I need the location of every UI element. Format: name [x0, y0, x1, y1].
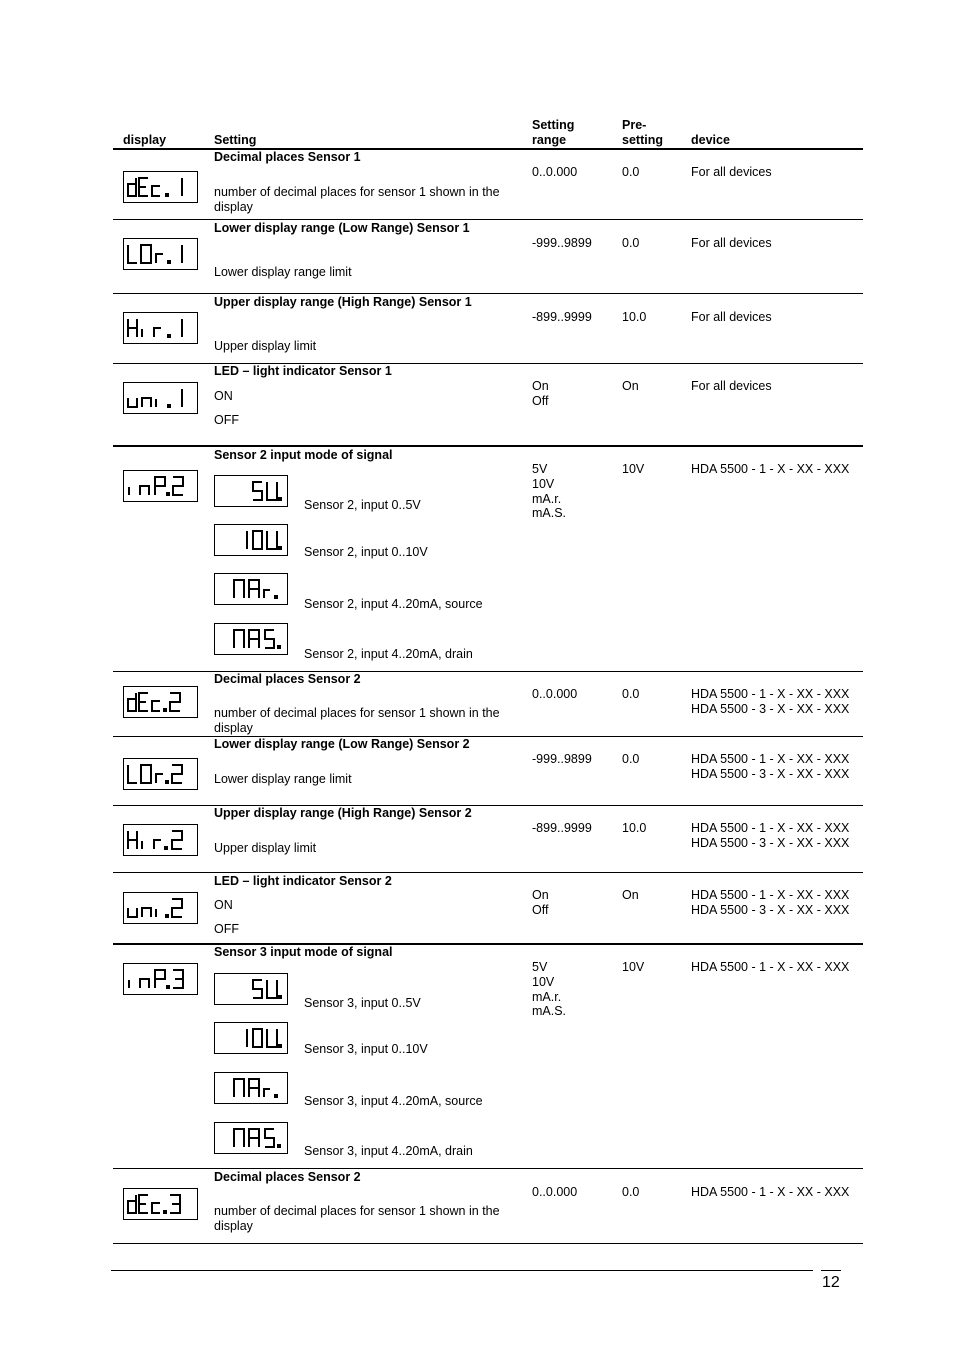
row-title: Sensor 2 input mode of signal — [214, 448, 393, 462]
range-value: mA.r. — [532, 990, 562, 1004]
row-range: 0..0.000 — [532, 687, 578, 701]
footer-rule — [111, 1270, 813, 1271]
option-label: Sensor 3, input 0..10V — [304, 1042, 428, 1056]
row-range-off: Off — [532, 394, 549, 408]
row-title: Decimal places Sensor 2 — [214, 672, 361, 686]
row-range-off: Off — [532, 903, 549, 917]
row-device: HDA 5500 - 3 - X - XX - XXX — [691, 702, 850, 716]
row-option-off: OFF — [214, 922, 239, 936]
row-range: -999..9899 — [532, 236, 592, 250]
row-option-off: OFF — [214, 413, 239, 427]
row-range-on: On — [532, 888, 549, 902]
row-desc: Upper display limit — [214, 339, 317, 353]
row-desc: Lower display range limit — [214, 772, 352, 786]
range-value: 10V — [532, 477, 555, 491]
row-title: Lower display range (Low Range) Sensor 1 — [214, 221, 470, 235]
range-value: 10V — [532, 975, 555, 989]
row-device: HDA 5500 - 1 - X - XX - XXX — [691, 888, 850, 902]
option-label: Sensor 2, input 4..20mA, source — [304, 597, 483, 611]
option-label: Sensor 3, input 4..20mA, drain — [304, 1144, 473, 1158]
option-label: Sensor 2, input 4..20mA, drain — [304, 647, 473, 661]
row-device: For all devices — [691, 236, 772, 250]
row-desc: number of decimal places for sensor 1 shown in the display — [214, 185, 500, 214]
row-device: HDA 5500 - 1 - X - XX - XXX — [691, 960, 850, 974]
lcd-option-nar — [214, 1072, 288, 1104]
range-value: mA.r. — [532, 492, 562, 506]
row-preset: 10.0 — [622, 821, 647, 835]
section-divider — [113, 445, 863, 447]
col-header-pre-line2: setting — [622, 133, 663, 147]
row-desc: Upper display limit — [214, 841, 317, 855]
lcd-display-lor2 — [123, 758, 198, 790]
row-divider — [113, 872, 863, 873]
lcd-display-uni1 — [123, 382, 198, 414]
row-preset: 0.0 — [622, 165, 640, 179]
lcd-option-5u — [214, 973, 288, 1005]
row-device: For all devices — [691, 310, 772, 324]
row-title: LED – light indicator Sensor 1 — [214, 364, 392, 378]
row-range: -899..9999 — [532, 821, 592, 835]
row-preset: 0.0 — [622, 236, 640, 250]
range-value: 5V — [532, 462, 548, 476]
lcd-option-nas — [214, 623, 288, 655]
col-header-display: display — [123, 133, 167, 147]
range-value: mA.S. — [532, 506, 567, 520]
page-number: 12 — [822, 1274, 840, 1291]
row-device: HDA 5500 - 3 - X - XX - XXX — [691, 836, 850, 850]
option-label: Sensor 3, input 0..5V — [304, 996, 421, 1010]
row-title: Upper display range (High Range) Sensor 2 — [214, 806, 472, 820]
row-preset: 10V — [622, 960, 645, 974]
row-desc: number of decimal places for sensor 1 shown in the display — [214, 706, 500, 735]
option-label: Sensor 2, input 0..10V — [304, 545, 428, 559]
lcd-display-dec2 — [123, 686, 198, 718]
col-header-pre-line1: Pre- — [622, 118, 647, 132]
row-divider — [113, 293, 863, 294]
row-range: -899..9999 — [532, 310, 592, 324]
row-title: Lower display range (Low Range) Sensor 2 — [214, 737, 470, 751]
lcd-display-hir1 — [123, 312, 198, 344]
option-label: Sensor 2, input 0..5V — [304, 498, 421, 512]
table-bottom-rule — [113, 1243, 863, 1244]
row-desc: Lower display range limit — [214, 265, 352, 279]
row-title: Decimal places Sensor 2 — [214, 1170, 361, 1184]
row-divider — [113, 1168, 863, 1169]
row-device: HDA 5500 - 1 - X - XX - XXX — [691, 752, 850, 766]
lcd-option-5u — [214, 475, 288, 507]
row-device: For all devices — [691, 165, 772, 179]
col-header-device: device — [691, 133, 730, 147]
lcd-option-10u — [214, 1022, 288, 1054]
row-title: Upper display range (High Range) Sensor 1 — [214, 295, 472, 309]
row-preset: 0.0 — [622, 752, 640, 766]
row-device: For all devices — [691, 379, 772, 393]
col-header-range-line1: Setting — [532, 118, 575, 132]
row-range-on: On — [532, 379, 549, 393]
row-preset: 0.0 — [622, 687, 640, 701]
row-preset: 10V — [622, 462, 645, 476]
lcd-display-dec3 — [123, 1188, 198, 1220]
option-label: Sensor 3, input 4..20mA, source — [304, 1094, 483, 1108]
range-value: 5V — [532, 960, 548, 974]
row-title: Decimal places Sensor 1 — [214, 150, 361, 164]
lcd-display-inp3 — [123, 963, 198, 995]
row-device: HDA 5500 - 3 - X - XX - XXX — [691, 767, 850, 781]
row-device: HDA 5500 - 1 - X - XX - XXX — [691, 462, 850, 476]
row-device: HDA 5500 - 3 - X - XX - XXX — [691, 903, 850, 917]
lcd-display-hir2 — [123, 824, 198, 856]
row-desc: number of decimal places for sensor 1 shown in the display — [214, 1204, 500, 1233]
row-divider — [113, 219, 863, 220]
lcd-option-nas — [214, 1122, 288, 1154]
row-title: Sensor 3 input mode of signal — [214, 945, 393, 959]
row-device: HDA 5500 - 1 - X - XX - XXX — [691, 1185, 850, 1199]
row-device: HDA 5500 - 1 - X - XX - XXX — [691, 687, 850, 701]
col-header-setting: Setting — [214, 133, 257, 147]
row-preset: 10.0 — [622, 310, 647, 324]
row-range: 0..0.000 — [532, 165, 578, 179]
col-header-range-line2: range — [532, 133, 567, 147]
row-device: HDA 5500 - 1 - X - XX - XXX — [691, 821, 850, 835]
range-value: mA.S. — [532, 1004, 567, 1018]
row-title: LED – light indicator Sensor 2 — [214, 874, 392, 888]
page-number-rule — [821, 1270, 841, 1271]
row-range: -999..9899 — [532, 752, 592, 766]
row-preset: 0.0 — [622, 1185, 640, 1199]
row-preset: On — [622, 379, 639, 393]
lcd-display-uni2 — [123, 892, 198, 924]
row-option-on: ON — [214, 389, 233, 403]
lcd-option-nar — [214, 573, 288, 605]
lcd-option-10u — [214, 524, 288, 556]
row-preset: On — [622, 888, 639, 902]
lcd-display-inp2 — [123, 470, 198, 502]
row-range: 0..0.000 — [532, 1185, 578, 1199]
lcd-display-dec1 — [123, 171, 198, 203]
row-option-on: ON — [214, 898, 233, 912]
lcd-display-lor1 — [123, 238, 198, 270]
